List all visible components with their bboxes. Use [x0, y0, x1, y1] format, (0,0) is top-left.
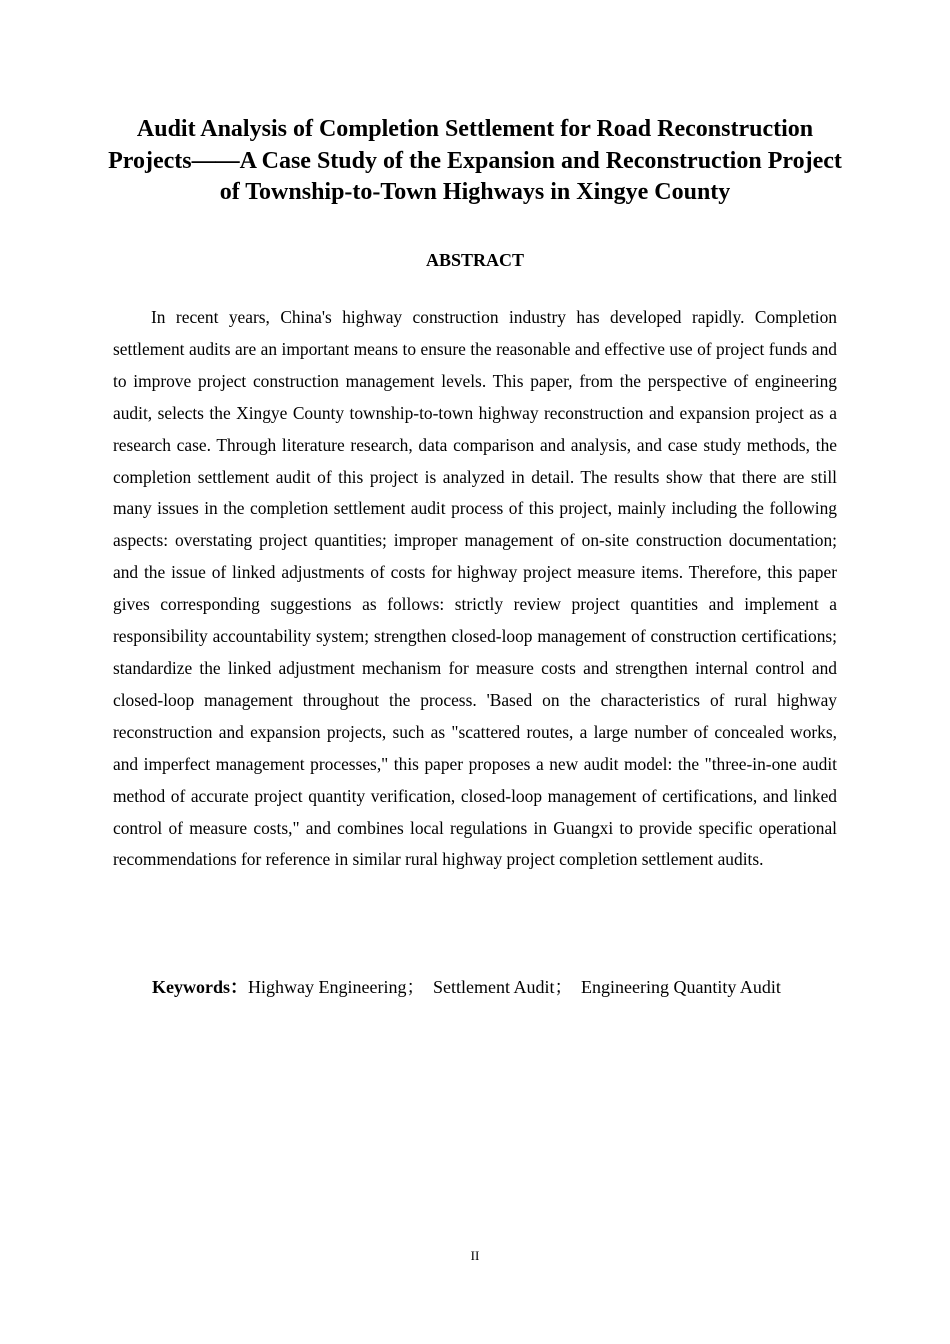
keywords-label: Keywords：	[152, 977, 248, 997]
paper-title: Audit Analysis of Completion Settlement for Road Reconstruction Projects——A Case Study of the Expansion and Reconstruction Project of Township-to-Town Highways in Xingye County	[108, 116, 842, 205]
keyword-item: Engineering Quantity Audit	[580, 977, 781, 997]
page-number: II	[470, 1248, 480, 1263]
abstract-body: In recent years, China's highway construction industry has developed rapidly. Completion settlement audits are an important means to ensure the reasonable and effective use of project funds and to improve project construction management levels. This paper, from the perspective of engineering audit, selects the Xingye County township-to-town highway reconstruction and expansion project as a research case. Through literature research, data comparison and analysis, and case study methods, the completion settlement audit of this project is analyzed in detail. The results show that there are still many issues in the completion settlement audit process of this project, mainly including the following aspects: overstating project quantities; improper management of on-site construction documentation; and the issue of linked adjustments of costs for highway project measure items. Therefore, this paper gives corresponding suggestions as follows: strictly review project quantities and implement a responsibility accountability system; strengthen closed-loop management of construction certifications; standardize the linked adjustment mechanism for measure costs and strengthen internal control and closed-loop management throughout the process. 'Based on the characteristics of rural highway reconstruction and expansion projects, such as "scattered routes, a large number of concealed works, and imperfect management processes," this paper proposes a new audit model: the "three-in-one audit method of accurate project quantity verification, closed-loop management of certifications, and linked control of measure costs," and combines local regulations in Guangxi to provide specific operational recommendations for reference in similar rural highway project completion settlement audits.	[113, 307, 837, 870]
keyword-item: Highway Engineering；	[248, 977, 425, 997]
keyword-item: Settlement Audit；	[432, 977, 573, 997]
abstract-heading: ABSTRACT	[425, 250, 525, 270]
keywords-line	[152, 972, 785, 1002]
